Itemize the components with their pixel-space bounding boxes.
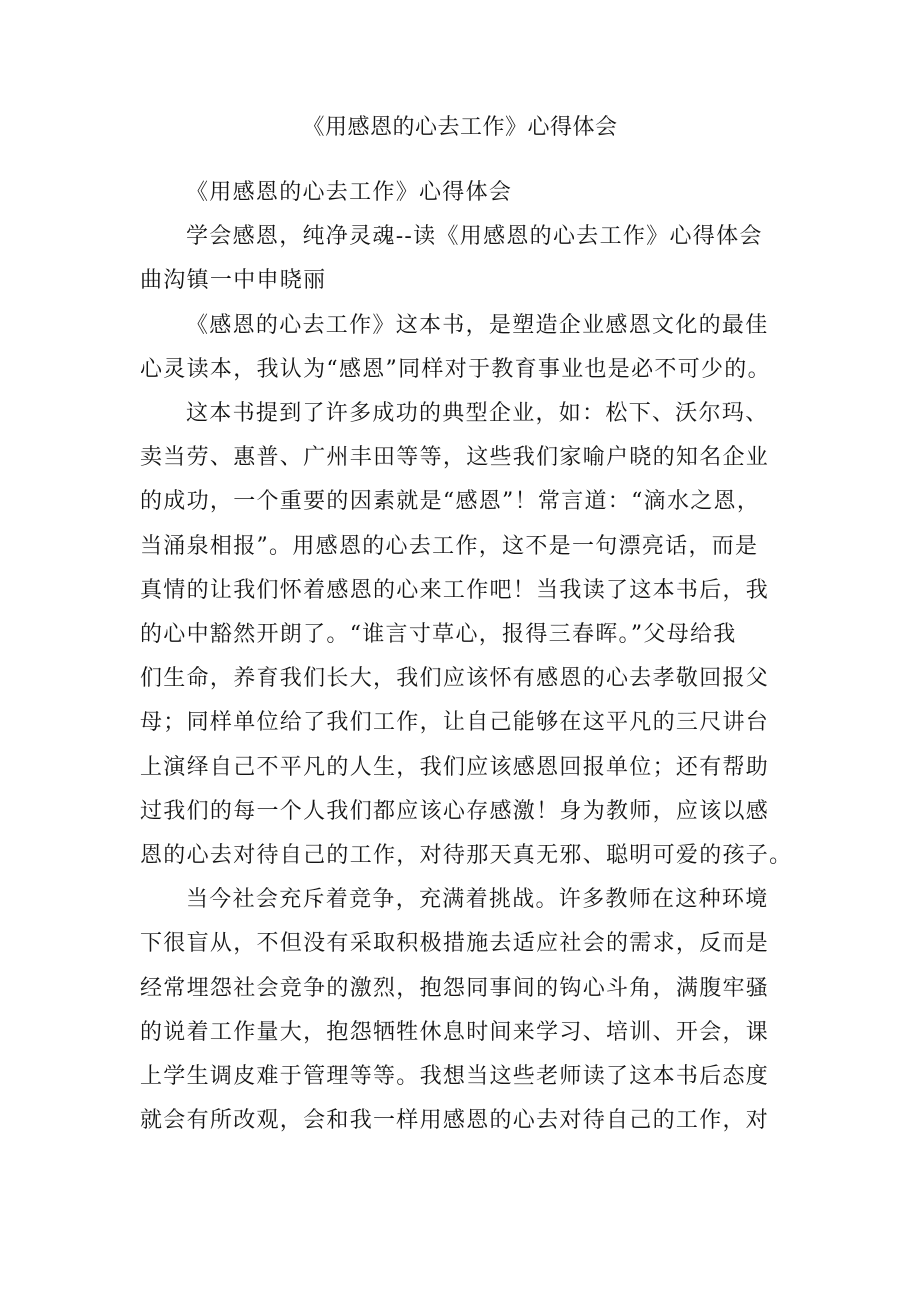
text-line: 当涌泉相报”。用感恩的心去工作，这不是一句漂亮话，而是 [140,533,759,559]
text-line: 卖当劳、惠普、广州丰田等等，这些我们家喻户晓的知名企业 [140,445,770,471]
document-title: 《用感恩的心去工作》心得体会 [302,115,618,140]
document-body [140,171,793,1143]
text-line: 就会有所改观，会和我一样用感恩的心去对待自己的工作，对 [140,1108,770,1134]
text-line: 下很盲从，不但没有采取积极措施去适应社会的需求，反而是 [140,931,770,957]
text-line: 的说着工作量大，抱怨牺牲休息时间来学习、培训、开会，课 [140,1019,770,1045]
text-line: 真情的让我们怀着感恩的心来工作吧！当我读了这本书后，我 [140,577,770,603]
text-line: 的成功，一个重要的因素就是“感恩”！常言道：“滴水之恩， [140,489,761,515]
text-line: 曲沟镇一中申晓丽 [140,268,327,294]
text-line: 《感恩的心去工作》这本书，是塑造企业感恩文化的最佳 [186,312,769,338]
text-line: 经常埋怨社会竞争的激烈，抱怨同事间的钩心斗角，满腹牢骚 [140,975,770,1001]
text-line: 这本书提到了许多成功的典型企业，如：松下、沃尔玛、 [186,401,769,427]
text-line: 当今社会充斥着竞争，充满着挑战。许多教师在这种环境 [186,887,769,913]
text-line: 母；同样单位给了我们工作，让自己能够在这平凡的三尺讲台 [140,710,770,736]
text-line: 恩的心去对待自己的工作，对待那天真无邪、聪明可爱的孩子。 [140,843,793,869]
text-line: 上演绎自己不平凡的人生，我们应该感恩回报单位；还有帮助 [140,754,770,780]
text-line: 过我们的每一个人我们都应该心存感激！身为教师，应该以感 [140,798,770,824]
text-line: 们生命，养育我们长大，我们应该怀有感恩的心去孝敬回报父 [140,666,770,692]
text-line: 学会感恩，纯净灵魂--读《用感恩的心去工作》心得体会 [186,224,763,250]
text-line: 心灵读本，我认为“感恩”同样对于教育事业也是必不可少的。 [140,356,771,382]
text-line: 《用感恩的心去工作》心得体会 [186,180,513,205]
text-line: 上学生调皮难于管理等等。我想当这些老师读了这本书后态度 [140,1064,770,1090]
text-line: 的心中豁然开朗了。“谁言寸草心，报得三春晖。”父母给我 [140,622,737,648]
